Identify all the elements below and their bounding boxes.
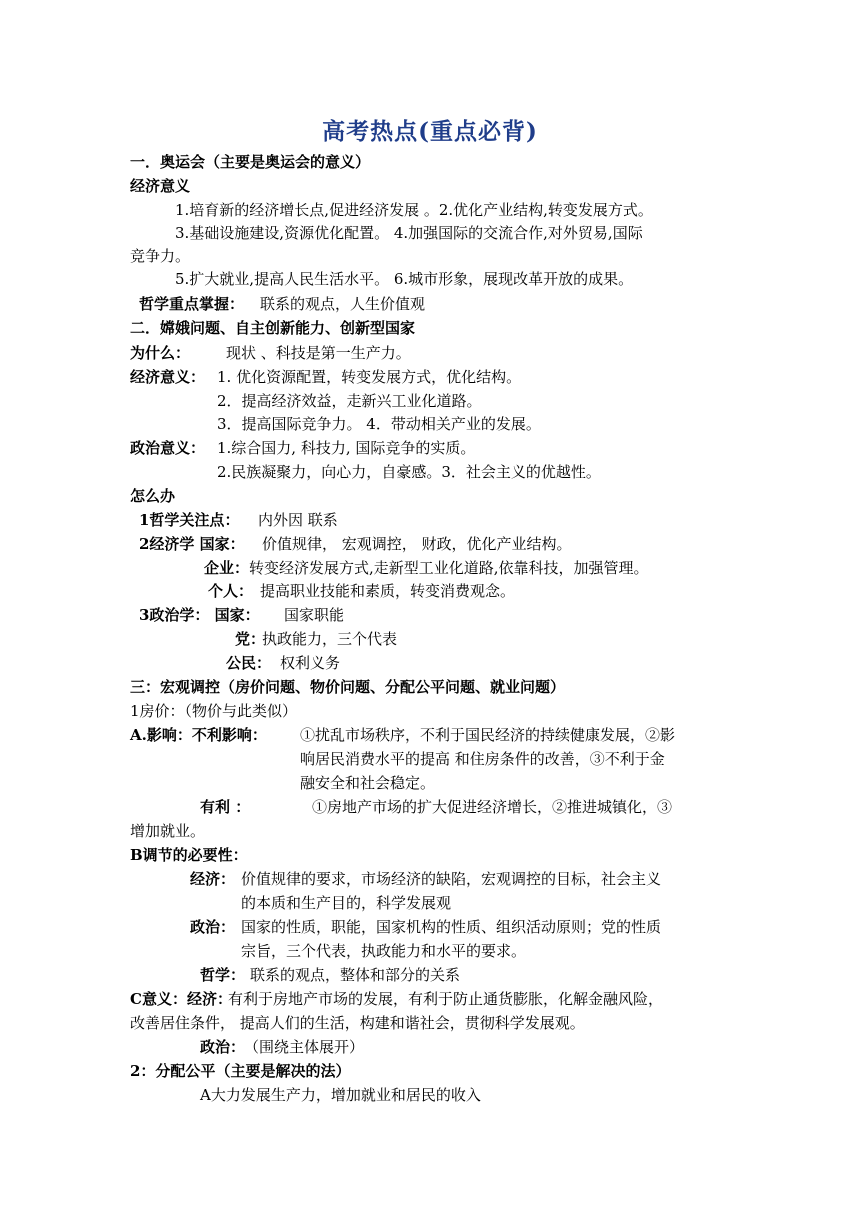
text-line: 执政能力，三个代表: [262, 630, 398, 648]
text-line: 改善居住条件， 提高人们的生活，构建和谐社会，贯彻科学发展观。: [130, 1014, 585, 1032]
text-line: ①房地产市场的扩大促进经济增长，②推进城镇化，③: [312, 798, 673, 816]
section-heading: 一．奥运会（主要是奥运会的意义）: [130, 153, 371, 171]
text-line: 价值规律的要求，市场经济的缺陷，宏观调控的目标，社会主义: [241, 870, 662, 888]
label: 2经济学 国家：: [139, 535, 245, 553]
text-line: A大力发展生产力，增加就业和居民的收入: [200, 1086, 481, 1104]
label: 哲学：: [200, 966, 246, 984]
label: 政治：: [200, 1038, 246, 1056]
label: 经济意义：: [130, 368, 206, 386]
text-line: 有利于房地产市场的发展，有利于防止通货膨胀，化解金融风险，: [228, 990, 664, 1008]
text-line: 转变经济发展方式,走新型工业化道路,依靠科技，加强管理。: [249, 559, 649, 577]
text-line: 融安全和社会稳定。: [300, 774, 436, 792]
text-line: 5.扩大就业,提高人民生活水平。 6.城市形象，展现改革开放的成果。: [175, 270, 634, 288]
text-line: 响居民消费水平的提高 和住房条件的改善，③不利于金: [300, 750, 665, 768]
text-line: 2.民族凝聚力，向心力，自豪感。3．社会主义的优越性。: [217, 463, 601, 481]
label: 1哲学关注点：: [139, 511, 240, 529]
text-line: 国家的性质，职能，国家机构的性质、组织活动原则；党的性质: [241, 918, 662, 936]
text-line: 现状 、科技是第一生产力。: [226, 344, 411, 362]
text-line: 1.综合国力, 科技力, 国际竞争的实质。: [217, 439, 476, 457]
label: 经济：: [190, 870, 236, 888]
label: 3政治学： 国家：: [139, 606, 260, 624]
text-line: 联系的观点，人生价值观: [260, 295, 426, 313]
section-heading: 三：宏观调控（房价问题、物价问题、分配公平问题、就业问题）: [130, 678, 566, 696]
subheading: 经济意义: [130, 177, 191, 195]
subheading: 怎么办: [130, 487, 176, 505]
text-line: 内外因 联系: [258, 511, 338, 529]
text-line: 竞争力。: [130, 247, 191, 265]
label: 公民：: [226, 654, 272, 672]
text-line: 权利义务: [280, 654, 341, 672]
label: 党：: [235, 630, 266, 648]
page-title: 高考热点(重点必背): [322, 118, 538, 145]
text-line: 宗旨，三个代表，执政能力和水平的要求。: [241, 942, 527, 960]
section-heading: 二．嫦娥问题、自主创新能力、创新型国家: [130, 319, 416, 337]
text-line: 1房价：（物价与此类似）: [130, 702, 298, 720]
label: 政治：: [190, 918, 236, 936]
text-line: 联系的观点，整体和部分的关系: [250, 966, 461, 984]
text-line: 国家职能: [284, 606, 345, 624]
text-line: 3.基础设施建设,资源优化配置。 4.加强国际的交流合作,对外贸易,国际: [175, 224, 643, 242]
label: 为什么：: [130, 344, 191, 362]
text-line: ①扰乱市场秩序，不利于国民经济的持续健康发展，②影: [300, 726, 676, 744]
text-line: 价值规律， 宏观调控， 财政，优化产业结构。: [262, 535, 572, 553]
text-line: 3．提高国际竞争力。 4．带动相关产业的发展。: [217, 415, 541, 433]
text-line: 1.培育新的经济增长点,促进经济发展 。2.优化产业结构,转变发展方式。: [175, 201, 653, 219]
label: 哲学重点掌握：: [139, 295, 245, 313]
section-heading: 2：分配公平（主要是解决的法）: [130, 1062, 351, 1080]
label: 政治意义：: [130, 439, 206, 457]
text-line: 增加就业。: [130, 822, 206, 840]
text-line: 的本质和生产目的，科学发展观: [241, 894, 452, 912]
label: 有利 ：: [200, 798, 251, 816]
label: A.影响：不利影响：: [130, 726, 267, 744]
label: C意义：经济：: [130, 990, 232, 1008]
text-line: （围绕主体展开）: [244, 1038, 365, 1056]
text-line: 提高职业技能和素质，转变消费观念。: [260, 582, 516, 600]
text-line: 2．提高经济效益，走新兴工业化道路。: [217, 392, 482, 410]
label: B调节的必要性：: [130, 846, 248, 864]
text-line: 1. 优化资源配置，转变发展方式，优化结构。: [217, 368, 522, 386]
label: 企业：: [204, 559, 250, 577]
label: 个人：: [208, 582, 254, 600]
